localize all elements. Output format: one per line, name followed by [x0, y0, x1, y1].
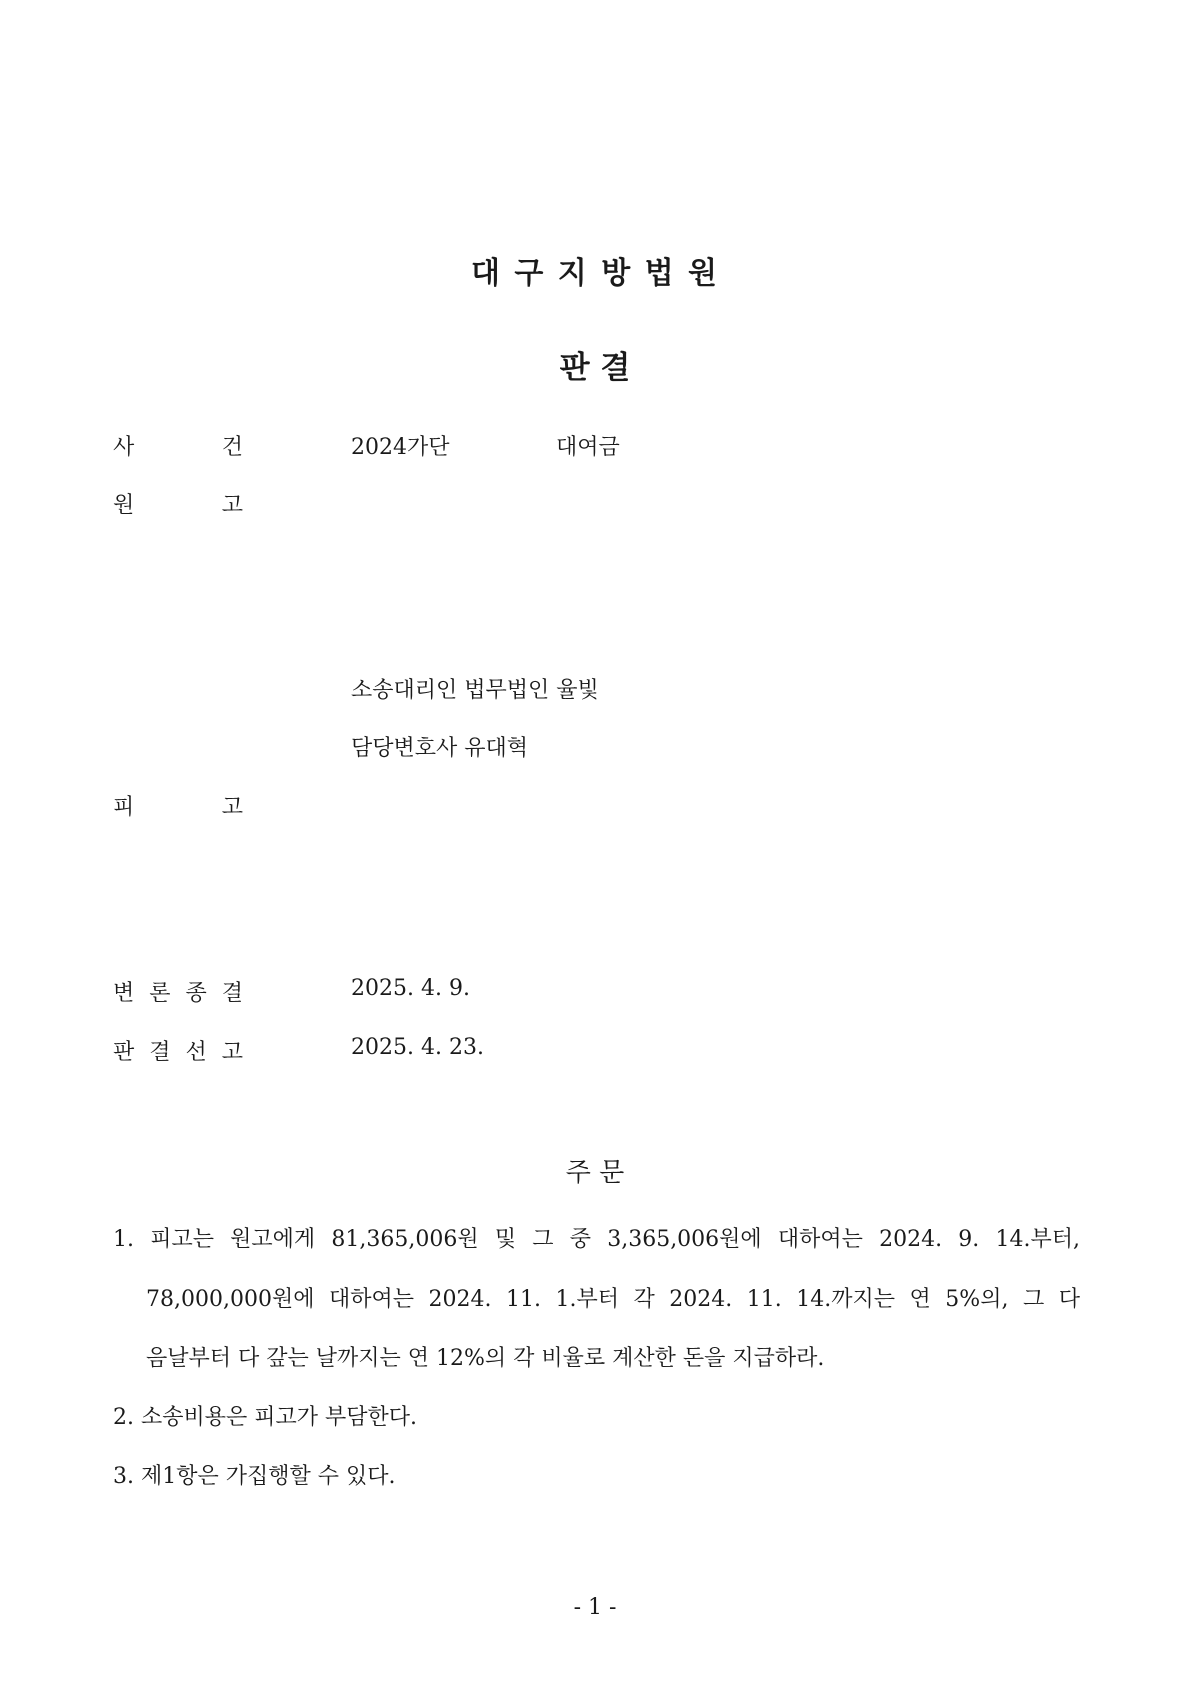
- ruling-item-2: 2. 소송비용은 피고가 부담한다.: [113, 1405, 417, 1430]
- defendant-label-char: 고: [221, 795, 243, 820]
- judgment-label-char: 선: [185, 1040, 207, 1065]
- court-name: 대 구 지 방 법 원: [470, 256, 720, 291]
- case-label-char: 건: [221, 435, 243, 460]
- case-label: [113, 430, 243, 461]
- judgment-label-char: 고: [221, 1040, 243, 1065]
- judgment-label-char: 결: [149, 1040, 171, 1065]
- ruling-item-1-line-2: [146, 1282, 1080, 1313]
- ruling-item-1-line-1: [113, 1222, 1080, 1253]
- case-label-char: 사: [113, 435, 135, 460]
- plaintiff-label: [113, 488, 243, 519]
- hearing-end-label-char: 변: [113, 981, 135, 1006]
- judgment-label: [113, 1035, 243, 1066]
- ruling-text: 78,000,000원에 대하여는 2024. 11. 1.부터 각 2024. 11. 14.까지는 연 5%의, 그 다: [146, 1287, 1080, 1312]
- defendant-label: [113, 790, 243, 821]
- document-title: 판 결: [559, 350, 631, 386]
- hearing-end-label-char: 론: [149, 981, 171, 1006]
- hearing-end-date: 2025. 4. 9.: [351, 976, 470, 1001]
- ruling-item-1-line-3: 음날부터 다 갚는 날까지는 연 12%의 각 비율로 계산한 돈을 지급하라.: [146, 1346, 825, 1371]
- hearing-end-label-char: 결: [221, 981, 243, 1006]
- hearing-end-label: [113, 976, 243, 1007]
- ruling-text: 1. 피고는 원고에게 81,365,006원 및 그 중 3,365,006원에 대하여는 2024. 9. 14.부터,: [113, 1227, 1080, 1252]
- case-name: 대여금: [556, 435, 620, 460]
- judgment-label-char: 판: [113, 1040, 135, 1065]
- judgment-date: 2025. 4. 23.: [351, 1035, 484, 1060]
- ruling-item-3: 3. 제1항은 가집행할 수 있다.: [113, 1464, 396, 1489]
- plaintiff-label-char: 고: [221, 493, 243, 518]
- plaintiff-label-char: 원: [113, 493, 135, 518]
- ruling-title: 주 문: [565, 1158, 625, 1188]
- page-number: - 1 -: [573, 1595, 617, 1620]
- attorney-lawyer: 담당변호사 유대혁: [351, 736, 529, 761]
- hearing-end-label-char: 종: [185, 981, 207, 1006]
- defendant-label-char: 피: [113, 795, 135, 820]
- case-number: 2024가단: [351, 435, 450, 460]
- attorney-firm: 소송대리인 법무법인 율빛: [351, 678, 599, 703]
